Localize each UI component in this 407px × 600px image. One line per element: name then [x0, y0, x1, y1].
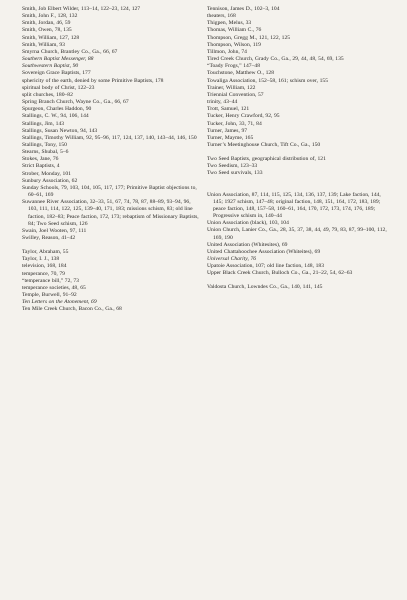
index-entry: Sovereign Grace Baptists, 177	[22, 70, 91, 77]
index-entry: Sunday Schools, 79, 103, 104, 105, 117, 177; Primitive Baptist objections to, 60–61, 169	[22, 184, 197, 199]
index-entry: Tucker, Henry Crawford, 92, 95	[207, 113, 280, 120]
index-entry: Stallings, C. W., 94, 106, 144	[22, 113, 89, 120]
index-entry: Turner, James, 97	[207, 127, 248, 134]
index-entry: Tucker, John, 33, 71, 84	[207, 120, 262, 127]
index-entry: Touchstone, Matthew O., 128	[207, 70, 275, 77]
index-entry: Stokes, Jane, 76	[22, 156, 59, 163]
index-entry: Taylor, Abraham, 55	[22, 249, 69, 256]
index-entry: Smith, Owen, 78, 135	[22, 27, 72, 34]
index-entry: Union Association (black), 103, 104	[207, 220, 289, 227]
section-gap	[22, 242, 199, 249]
index-entry: Valdosta Church, Lowndes Co., Ga., 140, 141, 145	[207, 284, 323, 291]
index-entry: Spring Branch Church, Wayne Co., Ga., 66, 67	[22, 99, 129, 106]
index-entry: Stearns, Shubal, 5–6	[22, 149, 69, 156]
index-entry: Two Seed Baptists, geographical distribution of, 121	[207, 156, 326, 163]
section-gap	[207, 277, 387, 284]
index-entry: Smith, Jordan, 46, 59	[22, 20, 71, 27]
index-entry: Two Seedism, 123–33	[207, 163, 258, 170]
index-entry: Stallings, Susan Newton, 94, 143	[22, 127, 98, 134]
index-entry: Trott, Samuel, 121	[207, 106, 250, 113]
index-entry: Stallings, Jim, 143	[22, 120, 65, 127]
index-entry: Two Seed survivals, 133	[207, 170, 263, 177]
index-entry: Ten Letters on the Atonement, 69	[22, 299, 97, 306]
index-entry: Stallings, Timothy William, 92, 95–96, 117, 124, 137, 140, 143–44, 146, 150	[22, 134, 197, 141]
index-entry: Union Association, 87, 114, 115, 125, 134, 136, 137, 139; Lake faction, 144, 145; 1927 schism, 147–48; original faction, 148, 151, 164, 172, 183, 189; peace faction, 148, 157–58, 160–61, 164, 170, 172, 173, 174, 176, 189; Progressive schism in, 140–44	[207, 191, 381, 220]
index-entry: trinity, 43–44	[207, 99, 238, 106]
index-entry: Tillmon, John, 74	[207, 48, 247, 55]
index-entry: “temperance bill,” 72, 73	[22, 277, 79, 284]
section-gap	[207, 178, 387, 185]
index-entry: Towaliga Association, 152–58, 161; schism over, 155	[207, 77, 328, 84]
index-column-right	[207, 6, 387, 314]
index-column-left	[22, 6, 199, 314]
index-entry: Sunbury Association, 62	[22, 177, 78, 184]
index-entry: “Toady Frogs,” 147–48	[207, 63, 260, 70]
index-entry: Swilley, Reason, 41–42	[22, 235, 76, 241]
index-entry: Southwestern Baptist, 90	[22, 63, 79, 70]
index-entry: Tired Creek Church, Grady Co., Ga., 29, 44, 48, 54, 69, 135	[207, 56, 344, 63]
index-entry: television, 168, 184	[22, 263, 67, 270]
index-entry: Tennison, James D., 102–3, 104	[207, 6, 280, 12]
index-entry: Thigpen, Melus, 33	[207, 20, 252, 27]
index-entry: Thomas, William C., 76	[207, 27, 262, 34]
index-entry: Temple, Burwell, 91–92	[22, 292, 77, 299]
index-entry: temperance societies, 48, 65	[22, 284, 86, 291]
index-entry: Smith, Job Elbert Wilder, 113–14, 122–23, 124, 127	[22, 6, 141, 12]
index-entry: Southern Baptist Messenger, 88	[22, 56, 94, 63]
index-entry: Upper Black Creek Church, Bulloch Co., Ga., 21–22, 54, 62–63	[207, 270, 353, 277]
index-entry: Swain, Joel Wooten, 97, 111	[22, 227, 87, 234]
index-entry: Ten Mile Creek Church, Bacon Co., Ga., 68	[22, 306, 122, 313]
section-gap	[207, 185, 387, 192]
index-entry: sphericity of the earth, denied by some Primitive Baptists, 178	[22, 77, 164, 84]
index-entry: Smith, William, 93	[22, 41, 65, 48]
index-entry: Triennial Convention, 57	[207, 91, 264, 98]
index-entry: Turner, Mayme, 165	[207, 134, 254, 141]
index-entry: Trainer, William, 122	[207, 84, 256, 91]
index-entry: Suwannee River Association, 32–33, 51, 67, 74, 78, 87, 88–89, 93–94, 96, 103, 111, 114, 122, 125, 139–40, 171, 183; missions schism, 83; old line faction, 182–83; Peace faction, 172, 173; rebaptism of Missionary Baptists, 84; Two Seed schism, 126	[22, 199, 199, 227]
index-entry: split churches, 180–82	[22, 91, 73, 98]
index-entry: Turner’s Meetinghouse Church, Tift Co., Ga., 150	[207, 141, 321, 148]
index-entry: Taylor, I. J., 138	[22, 256, 60, 263]
index-entry: United Association (Whitesites), 69	[207, 241, 288, 248]
index-entry: Spurgeon, Charles Haddon, 90	[22, 106, 92, 113]
index-entry: Smith, John F., 128, 132	[22, 13, 78, 20]
index-entry: Thompson, Gregg M., 121, 122, 125	[207, 34, 291, 41]
index-entry: Smyrna Church, Brantley Co., Ga., 66, 67	[22, 48, 118, 55]
index-entry: Thompson, Wilson, 119	[207, 41, 261, 48]
index-entry: Universal Charity, 76	[207, 256, 257, 262]
index-columns	[22, 6, 387, 314]
index-entry: Upatoie Association, 107; old line faction, 148, 183	[207, 263, 324, 270]
index-entry: spiritual body of Christ, 122–23	[22, 84, 95, 91]
index-entry: Strober, Monday, 101	[22, 170, 71, 177]
index-entry: Stallings, Tony, 150	[22, 141, 67, 148]
index-entry: United Chattahoochee Association (Whiteites), 69	[207, 248, 321, 255]
index-entry: Union Church, Lanier Co., Ga., 28, 35, 37, 38, 44, 49, 79, 83, 87, 99–100, 112, 169, 190	[207, 227, 387, 241]
index-entry: Strict Baptists, 4	[22, 163, 60, 170]
index-entry: temperance, 70, 79	[22, 270, 65, 277]
index-entry: theaters, 168	[207, 13, 236, 20]
index-entry: Smith, William, 127, 128	[22, 34, 80, 41]
